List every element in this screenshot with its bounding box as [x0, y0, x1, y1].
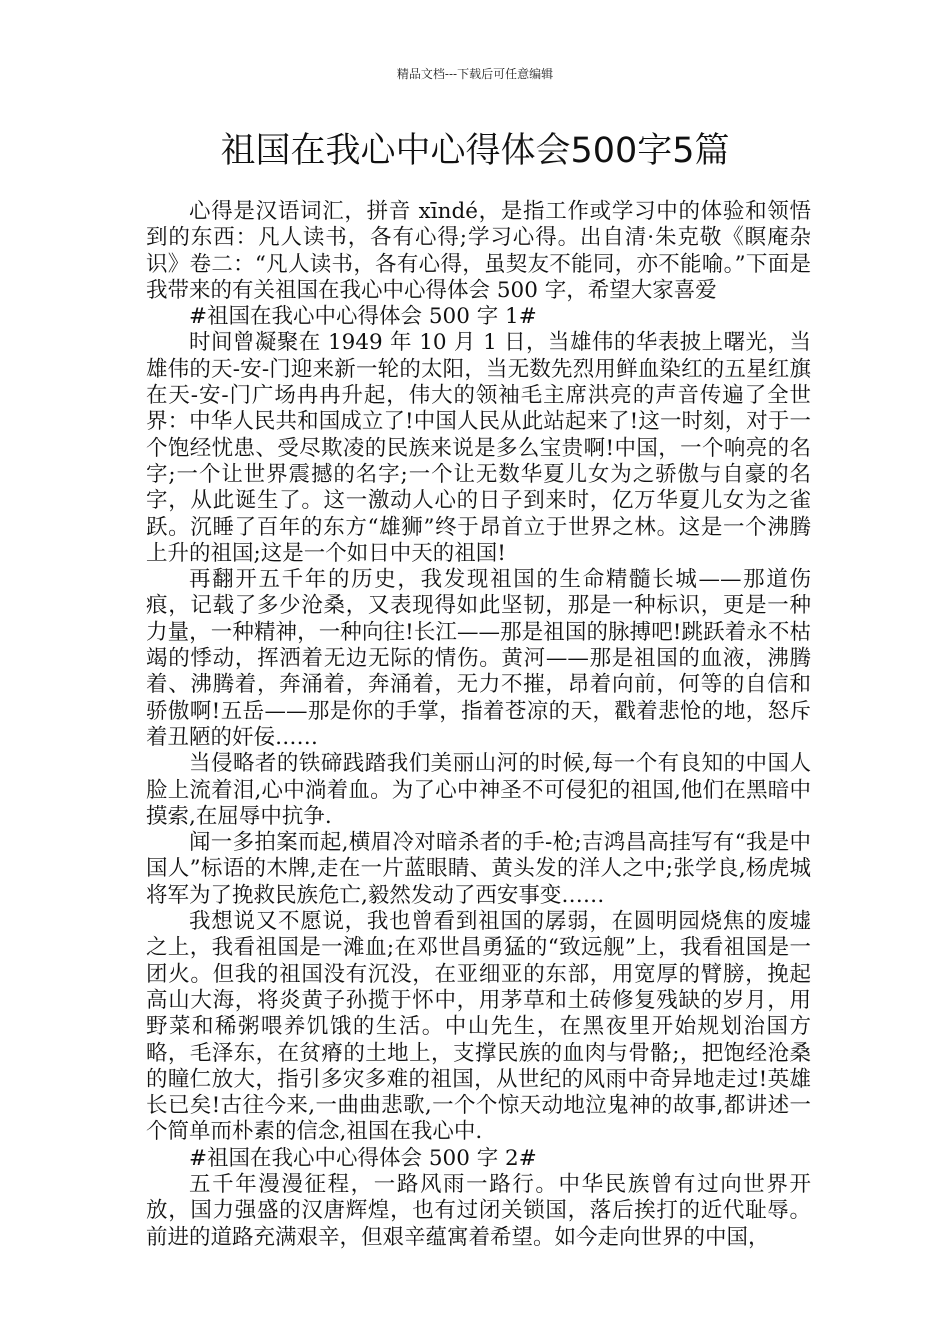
paragraph: 再翻开五千年的历史，我发现祖国的生命精髓长城——那道伤痕，记载了多少沧桑，又表现得如此坚韧，那是一种标识，更是一种力量，一种精神，一种向往!长江——那是祖国的脉搏吧!跳跃着永不枯竭的悸动，挥洒着无边无际的情伤。黄河——那是祖国的血液，沸腾着、沸腾着，奔涌着，奔涌着，无力不摧，昂着向前，何等的自信和骄傲啊!五岳——那是你的手掌，指着苍凉的天，戳着悲怆的地，怒斥着丑陋的奸佞……	[146, 567, 811, 750]
paragraph-intro: 心得是汉语词汇，拼音 xīndé，是指工作或学习中的体验和领悟到的东西：凡人读书，各有心得;学习心得。出自清·朱克敬《瞑庵杂识》卷二：“凡人读书，各有心得，虽契友不能同，亦不能喻。”下面是我带来的有关祖国在我心中心得体会 500 字，希望大家喜爱	[146, 199, 811, 303]
document-title: 祖国在我心中心得体会500字5篇	[220, 131, 730, 171]
page-header: 精品文档---下载后可任意编辑	[396, 67, 554, 81]
section-heading-2: #祖国在我心中心得体会 500 字 2#	[189, 1145, 537, 1171]
paragraph: 闻一多拍案而起,横眉冷对暗杀者的手-枪;吉鸿昌高挂写有“我是中国人”标语的木牌,走在一片蓝眼睛、黄头发的洋人之中;张学良,杨虎城将军为了挽救民族危亡,毅然发动了西安事变……	[146, 830, 811, 908]
paragraph: 当侵略者的铁碲践踏我们美丽山河的时候,每一个有良知的中国人脸上流着泪,心中淌着血。为了心中神圣不可侵犯的祖国,他们在黑暗中摸索,在屈辱中抗争.	[146, 751, 811, 829]
section-heading-1: #祖国在我心中心得体会 500 字 1#	[189, 304, 537, 330]
paragraph: 我想说又不愿说，我也曾看到祖国的孱弱，在圆明园烧焦的废墟之上，我看祖国是一滩血;在邓世昌勇猛的“致远舰”上，我看祖国是一团火。但我的祖国没有沉没，在亚细亚的东部，用宽厚的臂膀，挽起高山大海，将炎黄子孙揽于怀中，用茅草和土砖修复残缺的岁月，用野菜和稀粥喂养饥饿的生活。中山先生，在黑夜里开始规划治国方略，毛泽东，在贫瘠的土地上，支撑民族的血肉与骨骼;，把饱经沧桑的瞳仁放大，指引多灾多难的祖国，从世纪的风雨中奇异地走过!英雄长已矣!古往今来,一曲曲悲歌,一个个惊天动地泣鬼神的故事,都讲述一个简单而朴素的信念,祖国在我心中.	[146, 909, 811, 1145]
document-body	[146, 199, 811, 1251]
paragraph: 时间曾凝聚在 1949 年 10 月 1 日，当雄伟的华表披上曙光，当雄伟的天-安-门迎来新一轮的太阳，当无数先烈用鲜血染红的五星红旗在天-安-门广场冉冉升起，伟大的领袖毛主席洪亮的声音传遍了全世界：中华人民共和国成立了!中国人民从此站起来了!这一时刻，对于一个饱经忧患、受尽欺凌的民族来说是多么宝贵啊!中国，一个响亮的名字;一个让世界震撼的名字;一个让无数华夏儿女为之骄傲与自豪的名字，从此诞生了。这一激动人心的日子到来时，亿万华夏儿女为之雀跃。沉睡了百年的东方“雄狮”终于昂首立于世界之林。这是一个沸腾上升的祖国;这是一个如日中天的祖国!	[146, 330, 811, 566]
paragraph: 五千年漫漫征程，一路风雨一路行。中华民族曾有过向世界开放，国力强盛的汉唐辉煌，也有过闭关锁国，落后挨打的近代耻辱。前进的道路充满艰辛，但艰辛蕴寓着希望。如今走向世界的中国，	[146, 1171, 811, 1250]
